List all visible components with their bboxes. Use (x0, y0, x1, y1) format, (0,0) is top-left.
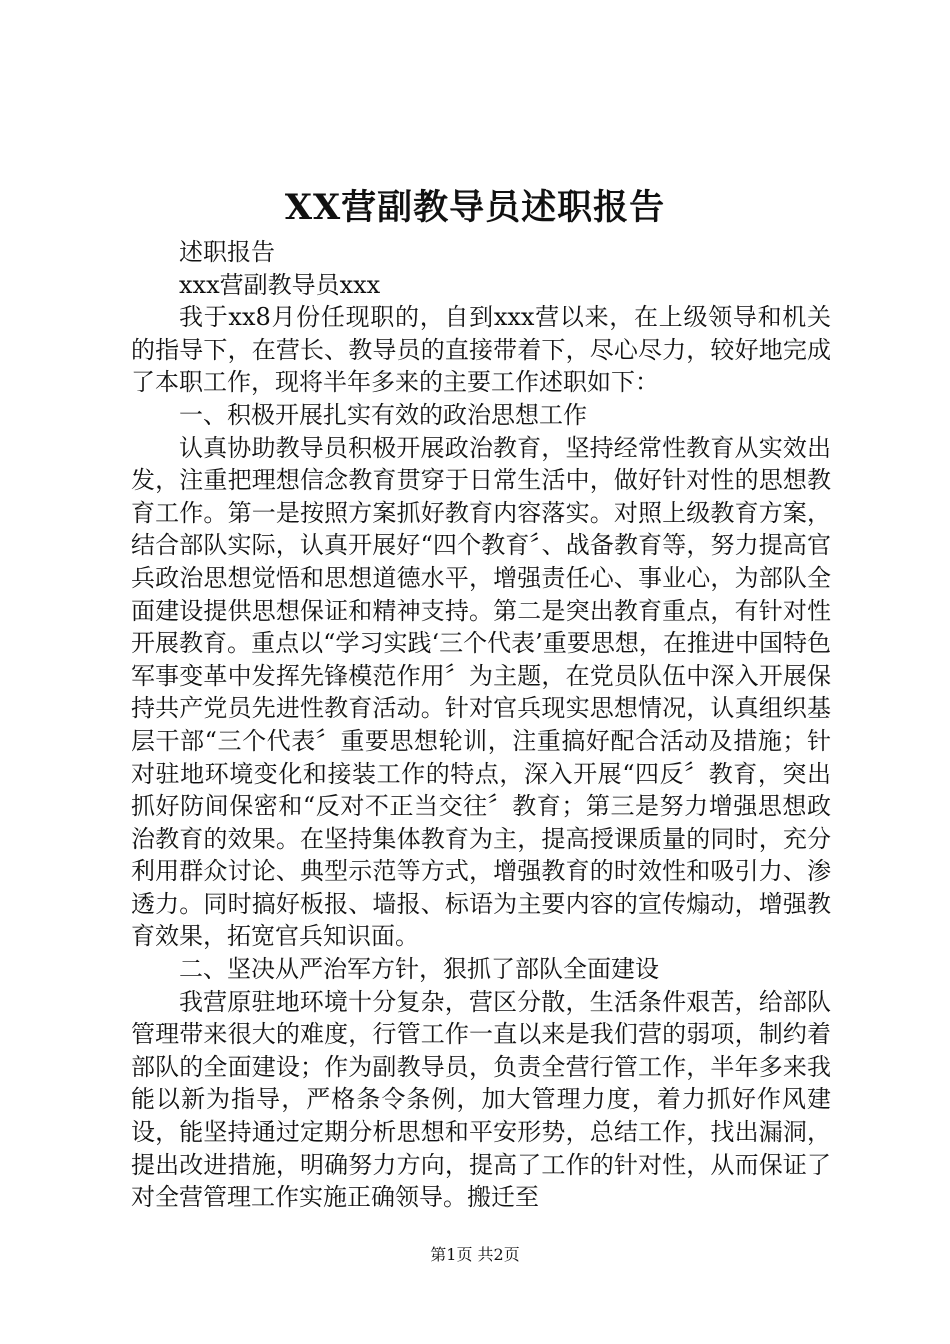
page-title: XX营副教导员述职报告 (284, 187, 666, 228)
paragraph-author: xxx营副教导员xxx (179, 270, 381, 299)
paragraph-section-1: 认真协助教导员积极开展政治教育，坚持经常性教育从实效出发，注重把理想信念教育贯穿于日常生活中，做好针对性的思想教育工作。第一是按照方案抓好教育内容落实。对照上级教育方案，结合部队实际，认真开展好“四个教育〞、战备教育等，努力提高官兵政治思想觉悟和思想道德水平，增强责任心、事业心，为部队全面建设提供思想保证和精神支持。第二是突出教育重点，有针对性开展教育。重点以“学习实践‘三个代表’重要思想，在推进中国特色军事变革中发挥先锋模范作用〞为主题，在党员队伍中深入开展保持共产党员先进性教育活动。针对官兵现实思想情况，认真组织基层干部“三个代表〞重要思想轮训，注重搞好配合活动及措施；针对驻地环境变化和接装工作的特点，深入开展“四反〞教育，突出抓好防间保密和“反对不正当交往〞教育；第三是努力增强思想政治教育的效果。在坚持集体教育为主，提高授课质量的同时，充分利用群众讨论、典型示范等方式，增强教育的时效性和吸引力、渗透力。同时搞好板报、墙报、标语为主要内容的宣传煽动，增强教育效果，拓宽官兵知识面。 (131, 433, 831, 951)
page-number: 第1页 共2页 (430, 1245, 520, 1264)
paragraph-report-label: 述职报告 (179, 238, 275, 266)
document-body (131, 236, 831, 1214)
section-heading-1: 一、积极开展扎实有效的政治思想工作 (179, 400, 587, 429)
paragraph-section-2: 我营原驻地环境十分复杂，营区分散，生活条件艰苦，给部队管理带来很大的难度，行管工作一直以来是我们营的弱项，制约着部队的全面建设；作为副教导员，负责全营行管工作，半年多来我能以新为指导，严格条令条例，加大管理力度，着力抓好作风建设，能坚持通过定期分析思想和平安形势，总结工作，找出漏洞，提出改进措施，明确努力方向，提高了工作的针对性，从而保证了对全营管理工作实施正确领导。搬迁至 (131, 987, 831, 1212)
paragraph-intro: 我于xx8月份任现职的，自到xxx营以来，在上级领导和机关的指导下，在营长、教导员的直接带着下，尽心尽力，较好地完成了本职工作，现将半年多来的主要工作述职如下： (131, 303, 831, 397)
section-heading-2: 二、坚决从严治军方针，狠抓了部队全面建设 (179, 955, 659, 984)
